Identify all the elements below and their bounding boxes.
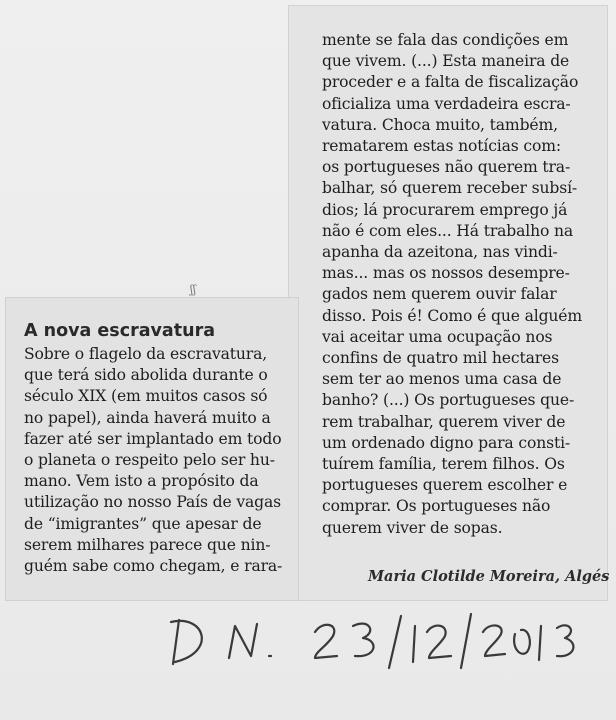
right-body-text-line: rem trabalhar, querem viver de bbox=[322, 412, 566, 431]
right-body-text-line: proceder e a falta de fiscalização bbox=[322, 73, 579, 92]
right-body-text-line: os portugueses não querem tra- bbox=[322, 158, 571, 177]
right-body-text-line: querem viver de sopas. bbox=[322, 518, 503, 537]
left-body-text-line: serem milhares parece que nin- bbox=[24, 535, 271, 554]
right-body-text-line: comprar. Os portugueses não bbox=[322, 497, 551, 516]
left-body-text-line: que terá sido abolida durante o bbox=[24, 366, 268, 385]
left-body-text-line: guém sabe como chegam, e rara- bbox=[24, 557, 283, 576]
right-body-text-line: balhar, só querem receber subsí- bbox=[322, 179, 578, 198]
left-body-text-line: Sobre o flagelo da escravatura, bbox=[24, 345, 268, 363]
handwritten-date-drawing bbox=[165, 612, 605, 672]
left-body-text-line: o planeta o respeito pelo ser hu- bbox=[24, 451, 275, 470]
article-right-column bbox=[322, 30, 608, 539]
right-body-text-line: banho? (...) Os portugueses que- bbox=[322, 391, 575, 410]
clipped-text-fragment: ʃʃ bbox=[190, 283, 196, 296]
right-body-text-line: confins de quatro mil hectares bbox=[322, 349, 559, 368]
right-body-text-line: gados nem querem ouvir falar bbox=[322, 285, 557, 304]
handwritten-date-note bbox=[165, 612, 605, 676]
right-body-text-line: mente se fala das condições em bbox=[322, 31, 569, 49]
left-body-text-line: século XIX (em muitos casos só bbox=[24, 387, 268, 406]
right-body-text-line: apanha da azeitona, nas vindi- bbox=[322, 243, 558, 262]
right-body-text-line: sem ter ao menos uma casa de bbox=[322, 370, 562, 389]
left-body-text-line: de “imigrantes” que apesar de bbox=[24, 514, 262, 533]
article-headline: A nova escravatura bbox=[24, 321, 216, 341]
right-body-text-line: não é com eles... Há trabalho na bbox=[322, 221, 574, 240]
right-body-text-line: dios; lá procurarem emprego já bbox=[322, 200, 568, 219]
left-body-text-line: utilização no nosso País de vagas bbox=[24, 493, 281, 512]
right-body-text-line: vatura. Choca muito, também, bbox=[322, 115, 558, 134]
article-left-column bbox=[24, 320, 296, 577]
right-body-text-line: um ordenado digno para consti- bbox=[322, 433, 571, 452]
right-body-text-line: que vivem. (...) Esta maneira de bbox=[322, 52, 570, 71]
right-body-text bbox=[322, 30, 608, 539]
left-body-text-line: mano. Vem isto a propósito da bbox=[24, 472, 259, 491]
right-body-text-line: tuírem família, terem filhos. Os bbox=[322, 455, 565, 474]
left-body-text bbox=[24, 344, 296, 577]
right-body-text-line: mas... mas os nossos desempre- bbox=[322, 264, 570, 283]
right-body-text-line: vai aceitar uma ocupação nos bbox=[322, 327, 553, 346]
right-body-text-line: rematarem estas notícias com: bbox=[322, 137, 561, 156]
left-body-text-line: no papel), ainda haverá muito a bbox=[24, 408, 271, 427]
right-body-text-line: disso. Pois é! Como é que alguém bbox=[322, 306, 583, 325]
author-signature: Maria Clotilde Moreira, Algés bbox=[368, 568, 610, 585]
right-body-text-line: oficializa uma verdadeira escra- bbox=[322, 94, 571, 113]
right-body-text-line: portugueses querem escolher e bbox=[322, 476, 568, 495]
left-body-text-line: fazer até ser implantado em todo bbox=[24, 429, 282, 448]
